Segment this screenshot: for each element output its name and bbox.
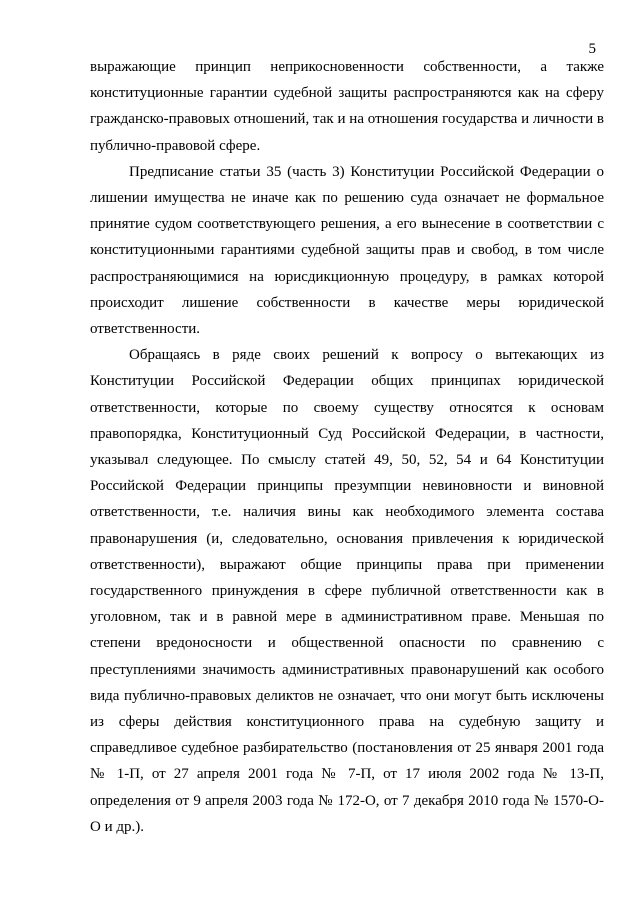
paragraph-article-35: Предписание статьи 35 (часть 3) Конституции Российской Федерации о лишении имущества не иначе как по решению суда означает не формальное принятие судом соответствующего решения, а его вынесение в соответствии с конституционными гарантиями судебной защиты прав и свобод, в том числе распространяющимися на юрисдикционную процедуру, в рамках которой происходит лишение собственности в качестве меры юридической ответственности.	[90, 163, 604, 338]
paragraph-continuation: выражающие принцип неприкосновенности собственности, а также конституционные гарантии судебной защиты распространяются как на сферу гражданско-правовых отношений, так и на отношения государства и личности в публично-правовой сфере.	[90, 59, 604, 154]
page-number: 5	[588, 41, 596, 57]
paragraph-legal-responsibility: Обращаясь в ряде своих решений к вопросу о вытекающих из Конституции Российской Федерации общих принципах юридической ответственности, которые по своему существу относятся к основам правопорядка, Конституционный Суд Российской Федерации, в частности, указывал следующее. По смыслу статей 49, 50, 52, 54 и 64 Конституции Российской Федерации принципы презумпции невиновности и виновной ответственности, т.е. наличия вины как необходимого элемента состава правонарушения (и, следовательно, основания привлечения к юридической ответственности), выражают общие принципы права при применении государственного принуждения в сфере публичной ответственности как в уголовном, так и в равной мере в административном праве. Меньшая по степени вредоносности и общественной опасности по сравнению с преступлениями значимость административных правонарушений как особого вида публично-правовых деликтов не означает, что они могут быть исключены из сферы действия конституционного права на судебную защиту и справедливое судебное разбирательство (постановления от 25 января 2001 года № 1-П, от 27 апреля 2001 года № 7-П, от 17 июля 2002 года № 13-П, определения от 9 апреля 2003 года № 172-О, от 7 декабря 2010 года № 1570-О-О и др.).	[90, 347, 604, 835]
document-body	[90, 54, 604, 840]
